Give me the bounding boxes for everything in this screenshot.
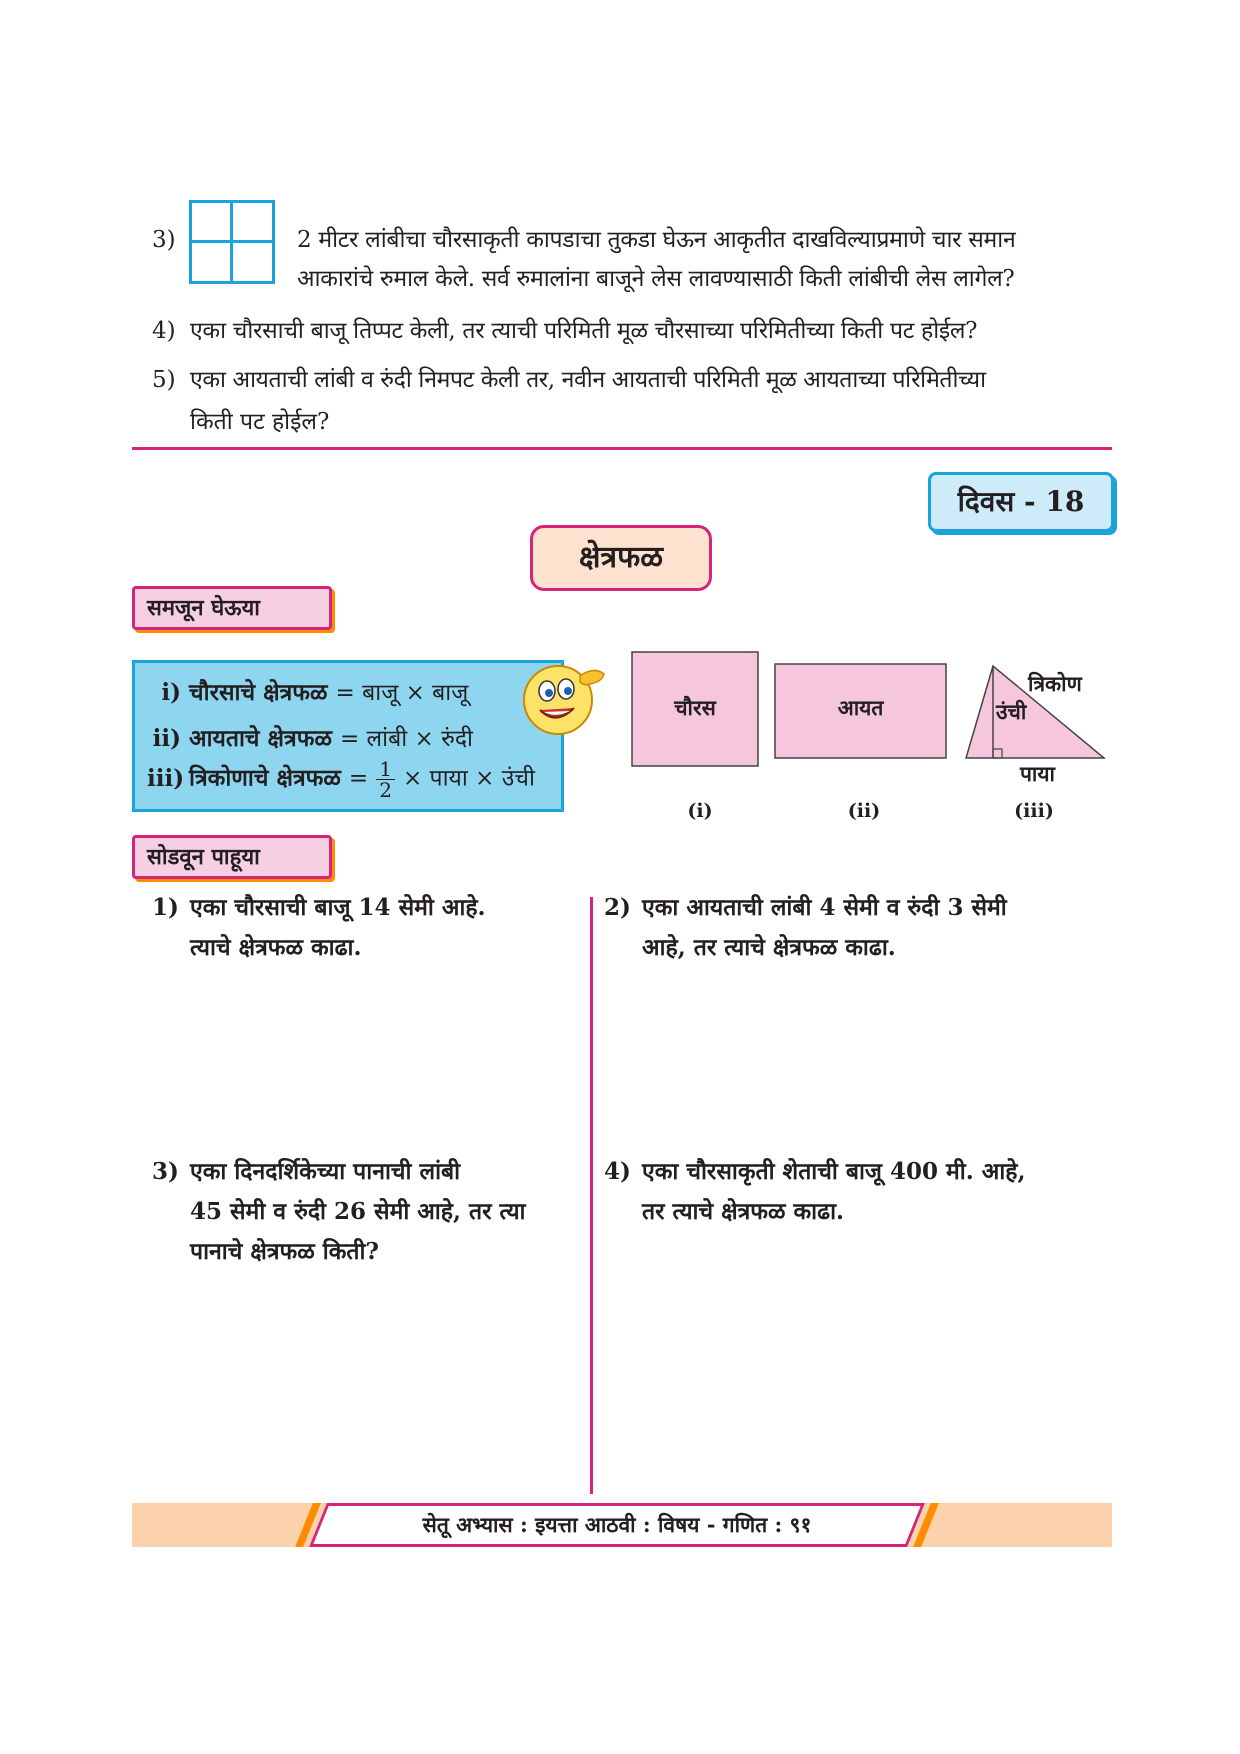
formula-eq: = — [348, 765, 369, 792]
problem-line: त्याचे क्षेत्रफळ काढा. — [190, 934, 362, 961]
problem-line: एका चौरसाकृती शेताची बाजू 400 मी. आहे, — [642, 1158, 1026, 1185]
problem-1 — [152, 888, 582, 968]
section-divider — [132, 447, 1112, 450]
fraction-numerator: 1 — [376, 759, 395, 780]
question-4 — [152, 311, 1122, 351]
question-3-line-1: 2 मीटर लांबीचा चौरसाकृती कापडाचा तुकडा घेऊन आकृतीत दाखविल्याप्रमाणे चार समान — [297, 227, 1016, 253]
fraction-half — [376, 759, 395, 800]
problem-line: तर त्याचे क्षेत्रफळ काढा. — [642, 1198, 845, 1225]
solve-label: सोडवून पाहूया — [132, 835, 332, 879]
fraction-denominator: 2 — [379, 778, 392, 802]
question-5-line-2: किती पट होईल? — [190, 409, 330, 435]
thinking-smiley-icon — [518, 658, 610, 740]
square-label: चौरस — [674, 695, 716, 720]
formula-expr: = बाजू × बाजू — [335, 680, 469, 706]
column-divider — [590, 897, 593, 1494]
understand-label: समजून घेऊया — [132, 586, 332, 630]
problem-number: 4) — [604, 1158, 631, 1185]
problem-4 — [604, 1152, 1104, 1232]
question-number: 5) — [152, 367, 176, 393]
formula-number: i) — [161, 679, 181, 706]
formula-square — [147, 675, 468, 707]
page-footer: सेतू अभ्यास : इयत्ता आठवी : विषय - गणित : ९१ — [422, 1512, 812, 1537]
problem-line: आहे, तर त्याचे क्षेत्रफळ काढा. — [642, 934, 896, 961]
base-label: पाया — [1020, 761, 1055, 786]
formula-expr: × पाया × उंची — [402, 765, 535, 792]
problem-line: 45 सेमी व रुंदी 26 सेमी आहे, तर त्या — [190, 1198, 526, 1225]
triangle-label: त्रिकोण — [1028, 671, 1082, 696]
problem-number: 1) — [152, 894, 179, 921]
problem-line: एका दिनदर्शिकेच्या पानाची लांबी — [190, 1158, 461, 1185]
formula-name: चौरसाचे क्षेत्रफळ — [189, 679, 328, 706]
formula-name: आयताचे क्षेत्रफळ — [189, 725, 332, 752]
page-title: क्षेत्रफळ — [530, 525, 712, 591]
caption-square: (i) — [687, 800, 713, 822]
caption-triangle: (iii) — [1014, 800, 1054, 822]
question-4-text: एका चौरसाची बाजू तिप्पट केली, तर त्याची परिमिती मूळ चौरसाच्या परिमितीच्या किती पट होईल? — [190, 318, 978, 344]
problem-line: एका चौरसाची बाजू 14 सेमी आहे. — [190, 894, 486, 921]
problem-3 — [152, 1152, 582, 1272]
handkerchief-grid-icon — [189, 200, 275, 284]
problem-line: एका आयताची लांबी 4 सेमी व रुंदी 3 सेमी — [642, 894, 1007, 921]
day-badge: दिवस - 18 — [928, 472, 1114, 532]
formula-box — [132, 660, 564, 812]
question-5 — [152, 360, 1122, 400]
formula-number: iii) — [147, 764, 185, 792]
problem-number: 2) — [604, 894, 631, 921]
height-label: उंची — [996, 699, 1027, 724]
question-5-line-1: एका आयताची लांबी व रुंदी निमपट केली तर, नवीन आयताची परिमिती मूळ आयताच्या परिमितीच्या — [190, 367, 986, 393]
question-number: 4) — [152, 318, 176, 344]
rectangle-label: आयत — [837, 695, 884, 720]
formula-triangle — [147, 759, 535, 800]
formula-name: त्रिकोणाचे क्षेत्रफळ — [189, 764, 341, 792]
question-3-line-2: आकारांचे रुमाल केले. सर्व रुमालांना बाजूने लेस लावण्यासाठी किती लांबीची लेस लागेल? — [297, 266, 1015, 292]
problem-number: 3) — [152, 1158, 179, 1185]
formula-number: ii) — [152, 725, 181, 752]
caption-rectangle: (ii) — [847, 800, 881, 822]
formula-rectangle — [147, 721, 473, 753]
formula-expr: = लांबी × रुंदी — [339, 726, 474, 752]
problem-2 — [604, 888, 1104, 968]
problem-line: पानाचे क्षेत्रफळ किती? — [190, 1238, 379, 1265]
question-number: 3) — [152, 227, 176, 253]
